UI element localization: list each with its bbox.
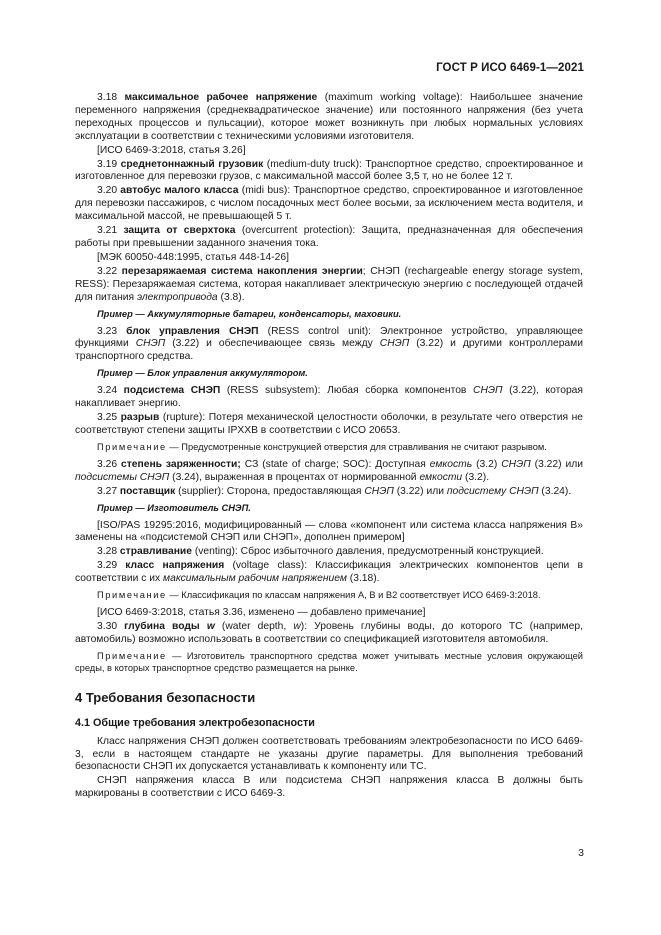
- note-label: Примечание: [97, 650, 167, 661]
- definition-ref-term: СНЭП: [135, 338, 166, 350]
- definition-term: автобус малого класса: [120, 185, 239, 197]
- definition-ref-term: СНЭП: [473, 385, 503, 397]
- definition-term: стравливание: [119, 546, 192, 558]
- definition-text: (3.22) или: [530, 458, 583, 470]
- definition-ref-term: подсистемы СНЭП: [75, 471, 170, 483]
- section-paragraph: Класс напряжения СНЭП должен соответствовать требованиям электробезопасности по ИСО 6469-3, если в настоящем стандарте не указаны другие параметры. Для выполнения требований безопасности СНЭП их допускается устанавливать к компоненту или ТС.: [75, 735, 583, 773]
- definition-3-18: [75, 92, 583, 144]
- definition-example: Пример — Изготовитель СНЭП.: [97, 502, 251, 513]
- definition-text: (rupture): Потеря механической целостности оболочки, в результате чего отверстия не соответствуют степени защиты IPXXB в соответствии с ИСО 20653.: [75, 412, 583, 436]
- definition-ref-term: емкости: [419, 471, 463, 483]
- definition-term: блок управления СНЭП: [126, 325, 259, 337]
- definition-term: разрыв: [120, 412, 160, 424]
- definition-symbol: w: [293, 621, 301, 632]
- definition-text: (3.2): [472, 458, 502, 470]
- definition-example: Пример — Аккумуляторные батареи, конденсаторы, маховики.: [97, 308, 402, 319]
- note-text: — Предусмотренные конструкцией отверстия для стравливания не считают разрывом.: [166, 441, 547, 452]
- definition-number: 3.22: [97, 265, 118, 277]
- definition-text: (3.8).: [217, 291, 245, 303]
- definition-term: степень заряженности;: [121, 458, 241, 470]
- definition-ref-term: емкость: [429, 458, 473, 470]
- definition-text: (overcurrent protection): Защита, предназначенная для обеспечения работы при превышении заданного значения тока.: [75, 225, 583, 249]
- definition-3-19: [75, 159, 583, 185]
- definition-term: подсистема СНЭП: [123, 385, 221, 397]
- definition-3-26: [75, 459, 583, 485]
- definition-text: (3.2).: [462, 471, 490, 483]
- document-code-header: ГОСТ Р ИСО 6469-1—2021: [436, 62, 584, 74]
- definition-source: [МЭК 60050-448:1995, статья 448-14-26]: [97, 251, 290, 263]
- definition-number: 3.27: [97, 485, 118, 497]
- definition-text: (3.22) и другими контроллерами транспортного средства.: [75, 338, 583, 363]
- definition-term: максимальное рабочее напряжение: [124, 92, 318, 103]
- definition-text: (3.22) и обеспечивающее связь между: [165, 338, 380, 350]
- definition-number: 3.18: [97, 92, 118, 103]
- definition-3-21: [75, 225, 583, 251]
- definition-text: (water depth,: [214, 621, 294, 632]
- definition-text: ): Уровень глубины воды, до которого ТС (например, автомобиль) возможно использовать в соответствии со спецификацией изготовителя автомобиля.: [75, 621, 583, 645]
- definition-text: (3.24), выраженная в процентах от нормированной: [169, 471, 420, 483]
- definition-ref-term: максимальным рабочим напряжением: [163, 573, 347, 585]
- definition-text: (maximum working voltage): Наибольшее значение переменного напряжения (среднеквадратическое значение) или постоянного напряжения (без учета переходных процессов и пульсации), которое может возникнуть при любых нормальных условиях эксплуатации в соответствии с техническими условиями изготовителя.: [75, 92, 584, 142]
- definition-source: [ИСО 6469-3:2018, статья 3.26]: [97, 144, 246, 156]
- definition-number: 3.19: [97, 158, 118, 170]
- definition-symbol: w: [206, 621, 215, 632]
- subsection-heading: 4.1 Общие требования электробезопасности: [75, 716, 315, 729]
- definition-text: (RESS control unit): Электронное устройство, управляющее функциями: [75, 325, 583, 350]
- definition-number: 3.30: [97, 621, 118, 632]
- definition-number: 3.28: [97, 546, 118, 558]
- definition-number: 3.29: [97, 560, 118, 572]
- definition-term: глубина воды: [124, 621, 200, 632]
- definition-3-27: [75, 486, 583, 499]
- document-body: [75, 92, 583, 802]
- definition-text: (3.22), которая накапливает энергию.: [75, 385, 583, 410]
- definition-3-22: [75, 266, 583, 305]
- definition-ref-term: подсистему СНЭП: [446, 485, 539, 497]
- definition-3-25: [75, 412, 583, 438]
- definition-source: [ISO/PAS 19295:2016, модифицированный — слова «компонент или система класса напряжения B» заменены на «подсистемой СНЭП или СНЭП», дополнен примером]: [75, 519, 583, 544]
- definition-note: [75, 650, 583, 674]
- definition-number: 3.25: [97, 412, 118, 424]
- definition-number: 3.26: [97, 458, 118, 470]
- definition-3-20: [75, 185, 583, 224]
- definition-number: 3.20: [97, 185, 118, 197]
- definition-3-24: [75, 385, 583, 411]
- definition-text: (supplier): Сторона, предоставляющая: [175, 485, 365, 497]
- definition-text: (RESS subsystem): Любая сборка компонентов: [220, 385, 474, 397]
- definition-text: (3.22) или: [393, 485, 447, 497]
- definition-example: Пример — Блок управления аккумулятором.: [97, 368, 308, 379]
- section-heading: 4 Требования безопасности: [75, 689, 256, 705]
- definition-ref-term: СНЭП: [364, 485, 394, 497]
- definition-text: (medium-duty truck): Транспортное средство, спроектированное и изготовленное для перевозки грузов, с максимальной массой более 3,5 т, но не более 12 т.: [75, 158, 583, 183]
- definition-3-29: [75, 560, 583, 586]
- definition-text: (midi bus): Транспортное средство, спроектированное и изготовленное для перевозки пассажиров, с числом посадочных мест более восьми, за исключением места водителя, и максимальной массой, не превышающей 5 т.: [75, 185, 583, 223]
- definition-note: [75, 441, 583, 453]
- definition-text: ; СНЭП (rechargeable energy storage system, RESS): Перезаряжаемая система, которая накапливает электрическую энергию с последующей отдачей для питания: [75, 265, 583, 303]
- definition-ref-term: СНЭП: [501, 458, 531, 470]
- definition-number: 3.21: [97, 225, 118, 237]
- definition-term: защита от сверхтока: [123, 225, 236, 237]
- definition-text: (3.18).: [346, 573, 380, 585]
- section-paragraph: СНЭП напряжения класса B или подсистема СНЭП напряжения класса B должны быть маркированы в соответствии с ИСО 6469-3.: [75, 775, 583, 800]
- definition-source: [ИСО 6469-3:2018, статья 3.36, изменено — добавлено примечание]: [97, 607, 426, 619]
- page-number: 3: [578, 847, 584, 859]
- note-label: Примечание: [97, 590, 167, 601]
- definition-term: среднетоннажный грузовик: [120, 158, 264, 170]
- note-text: — Изготовитель транспортного средства может учитывать местные условия окружающей среды, в которых транспортное средство размещается на рынке.: [75, 650, 583, 673]
- note-text: — Классификация по классам напряжения A, B и B2 соответствует ИСО 6469-3:2018.: [166, 590, 541, 601]
- definition-3-23: [75, 326, 583, 365]
- definition-3-28: [75, 546, 583, 559]
- definition-text: (voltage class): Классификация электрических компонентов цепи в соответствии с их: [75, 560, 583, 585]
- definition-term: класс напряжения: [125, 560, 225, 572]
- definition-text: (venting): Сброс избыточного давления, предусмотренный конструкцией.: [191, 546, 544, 558]
- definition-number: 3.23: [97, 325, 118, 337]
- definition-number: 3.24: [97, 385, 118, 397]
- definition-ref-term: СНЭП: [379, 338, 410, 350]
- note-label: Примечание: [97, 441, 167, 452]
- definition-term: поставщик: [119, 485, 176, 497]
- definition-text: (3.24).: [538, 485, 572, 497]
- definition-3-30: [75, 621, 583, 647]
- definition-text: СЗ (state of charge; SOC): Доступная: [240, 458, 430, 470]
- definition-note: [75, 589, 583, 601]
- definition-ref-term: электропривода: [136, 291, 218, 303]
- definition-term: перезаряжаемая система накопления энергии: [121, 265, 363, 277]
